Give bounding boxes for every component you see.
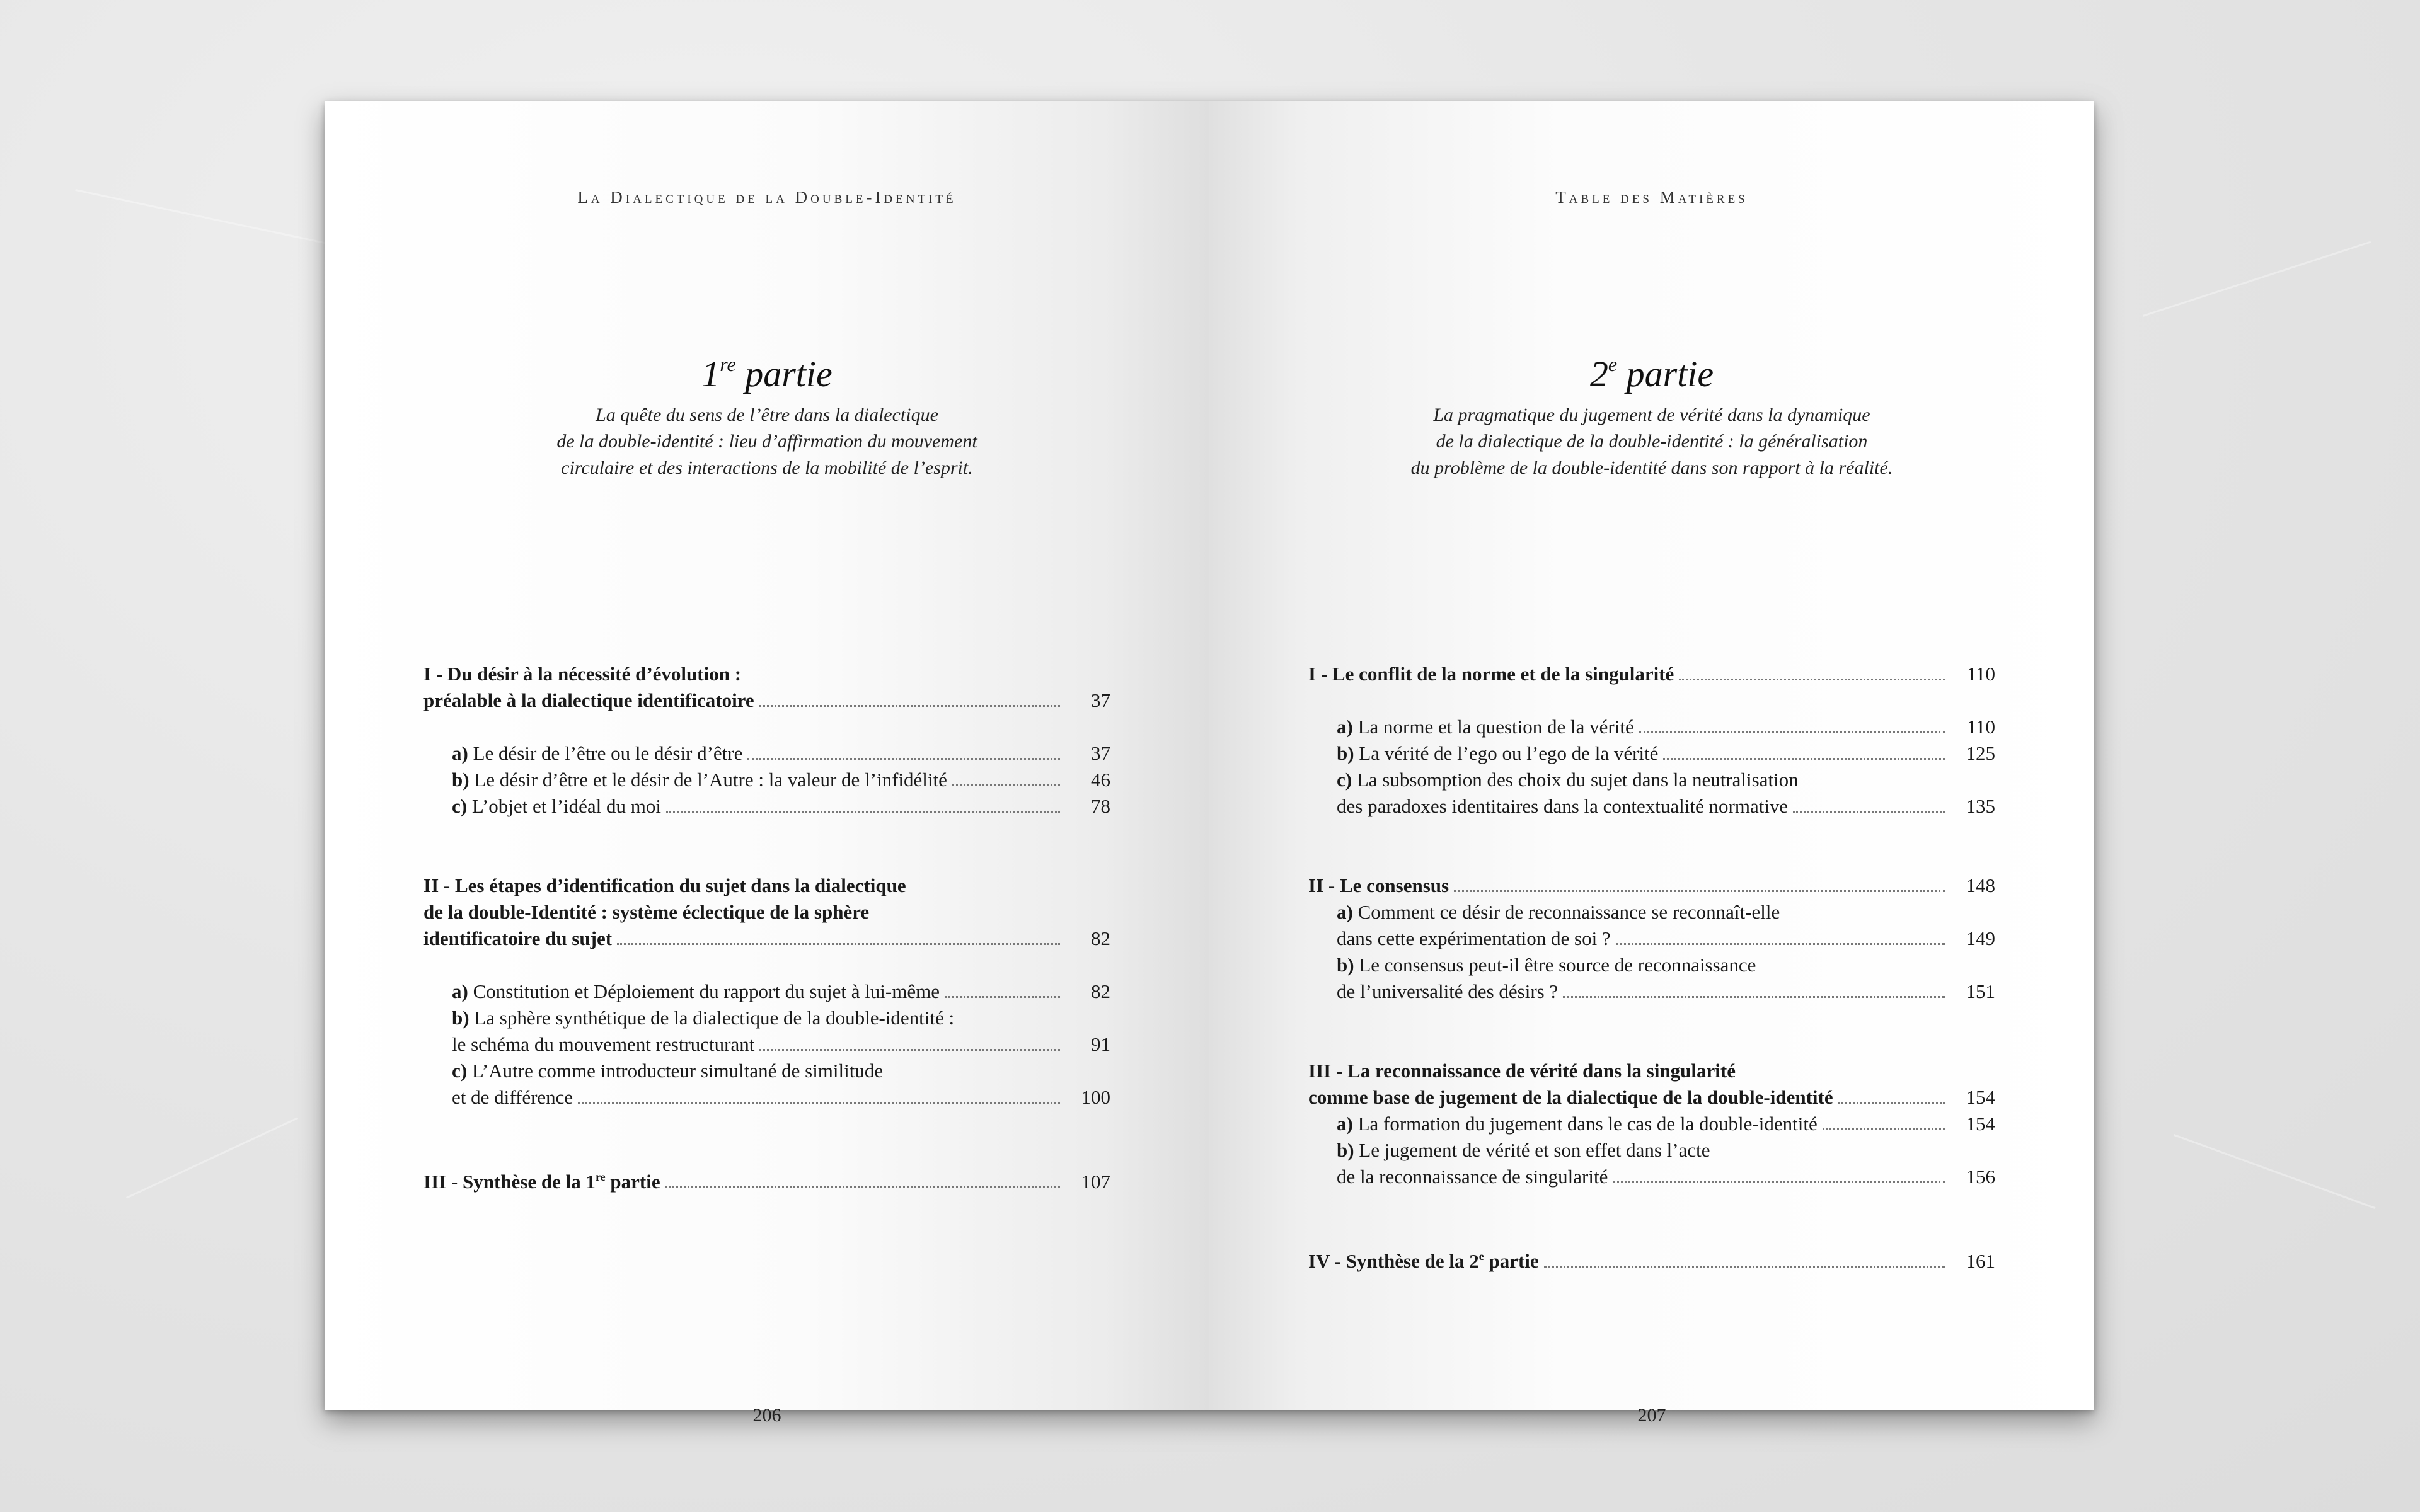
page-number: 148 bbox=[1966, 874, 1995, 896]
toc-entry-text: L’Autre comme introducteur simultané de similitude bbox=[471, 1060, 884, 1082]
dot-leader bbox=[1613, 1181, 1945, 1183]
toc-entry bbox=[424, 1084, 1110, 1111]
toc-entry-text: Constitution et Déploiement du rapport du sujet à lui-même bbox=[473, 980, 940, 1002]
page-number: 82 bbox=[1091, 980, 1110, 1002]
toc-entry-text: La formation du jugement dans le cas de la double-identité bbox=[1357, 1113, 1818, 1135]
dot-leader bbox=[617, 943, 1060, 945]
toc-section-title: II - Les étapes d’identification du sujet dans la dialectique bbox=[424, 874, 906, 896]
toc-entry-text: Comment ce désir de reconnaissance se reconnaît-elle bbox=[1357, 901, 1780, 923]
part-title bbox=[325, 353, 1209, 395]
dot-leader bbox=[666, 1186, 1060, 1188]
toc-entry bbox=[1308, 1243, 1995, 1272]
part-ordinal-suffix: re bbox=[720, 353, 736, 375]
item-label: a) bbox=[1337, 901, 1353, 923]
dot-leader bbox=[1823, 1128, 1945, 1130]
item-label: a) bbox=[1337, 1113, 1353, 1135]
page-number: 154 bbox=[1966, 1113, 1995, 1135]
page-folio: 206 bbox=[752, 1405, 781, 1426]
toc-entry bbox=[1308, 714, 1995, 740]
part-word: partie bbox=[1626, 353, 1714, 394]
dot-leader bbox=[1679, 679, 1945, 680]
page-number: 37 bbox=[1091, 742, 1110, 764]
toc-section-title: de la double-Identité : système éclectique de la sphère bbox=[424, 901, 870, 923]
toc-entry bbox=[1308, 925, 1995, 952]
dot-leader bbox=[1663, 758, 1945, 760]
page-number: 151 bbox=[1966, 980, 1995, 1002]
part-ordinal-suffix: e bbox=[1608, 353, 1618, 375]
toc-entry-text: partie bbox=[605, 1171, 660, 1193]
dot-leader bbox=[578, 1102, 1060, 1104]
page-number: 156 bbox=[1966, 1166, 1995, 1188]
page-number: 46 bbox=[1091, 769, 1110, 791]
toc-entry-text: identificatoire du sujet bbox=[424, 927, 613, 949]
page-number: 161 bbox=[1966, 1250, 1995, 1272]
toc-entry-text: préalable à la dialectique identificatoire bbox=[424, 689, 754, 711]
toc-entry-line bbox=[424, 1058, 1110, 1084]
dot-leader bbox=[747, 758, 1060, 760]
page-number: 91 bbox=[1091, 1033, 1110, 1055]
toc-entry-line bbox=[1308, 899, 1995, 925]
toc-entry bbox=[1308, 661, 1995, 687]
running-head: Table des Matières bbox=[1555, 188, 1748, 207]
toc-entry bbox=[424, 978, 1110, 1005]
open-book bbox=[325, 101, 2094, 1426]
item-label: c) bbox=[452, 1060, 468, 1082]
subtitle-line: de la double-identité : lieu d’affirmation du mouvement bbox=[556, 431, 977, 452]
dot-leader bbox=[666, 811, 1060, 813]
toc-entry-text: de la reconnaissance de singularité bbox=[1337, 1166, 1608, 1188]
item-label: b) bbox=[452, 1007, 470, 1029]
dot-leader bbox=[952, 784, 1060, 786]
toc-entry bbox=[1308, 978, 1995, 1005]
ordinal-suffix: re bbox=[596, 1171, 606, 1183]
subtitle-line: La pragmatique du jugement de vérité dans la dynamique bbox=[1433, 404, 1870, 425]
dot-leader bbox=[1793, 811, 1945, 813]
dot-leader bbox=[759, 1049, 1060, 1051]
part-subtitle bbox=[1209, 402, 2094, 481]
toc-entry-text: Le désir d’être et le désir de l’Autre : la valeur de l’infidélité bbox=[474, 769, 947, 791]
toc-entry-text: La vérité de l’ego ou l’ego de la vérité bbox=[1359, 742, 1659, 764]
toc-entry-text: II - Le consensus bbox=[1308, 874, 1449, 896]
ordinal-suffix: e bbox=[1478, 1250, 1484, 1263]
toc-entry-text: et de différence bbox=[452, 1086, 573, 1108]
page-number: 149 bbox=[1966, 927, 1995, 949]
item-label: a) bbox=[452, 742, 468, 764]
toc-entry bbox=[424, 687, 1110, 714]
page-number: 110 bbox=[1966, 663, 1995, 685]
page-number: 154 bbox=[1966, 1086, 1995, 1108]
page-number: 37 bbox=[1091, 689, 1110, 711]
toc-entry-text: III - Synthèse de la 1 bbox=[424, 1171, 596, 1193]
subtitle-line: La quête du sens de l’être dans la dialectique bbox=[596, 404, 938, 425]
toc-entry bbox=[1308, 873, 1995, 899]
toc-entry bbox=[424, 925, 1110, 952]
toc-entry-text: partie bbox=[1484, 1250, 1539, 1272]
toc-entry bbox=[1308, 1111, 1995, 1137]
part-number: 1 bbox=[701, 353, 720, 394]
toc-entry-line bbox=[424, 1005, 1110, 1031]
table-of-contents bbox=[424, 661, 1110, 1193]
item-label: c) bbox=[1337, 769, 1352, 791]
toc-entry bbox=[424, 1164, 1110, 1193]
dot-leader bbox=[1639, 731, 1945, 733]
toc-entry-text: Le jugement de vérité et son effet dans l’acte bbox=[1359, 1139, 1710, 1161]
page-number: 107 bbox=[1081, 1171, 1110, 1193]
item-label: c) bbox=[452, 795, 468, 817]
toc-entry-text: comme base de jugement de la dialectique de la double-identité bbox=[1308, 1086, 1833, 1108]
page-number: 110 bbox=[1966, 716, 1995, 738]
dot-leader bbox=[1454, 890, 1945, 892]
toc-entry-text: Le désir de l’être ou le désir d’être bbox=[473, 742, 743, 764]
toc-entry bbox=[1308, 793, 1995, 820]
toc-entry-text: La norme et la question de la vérité bbox=[1357, 716, 1634, 738]
item-label: b) bbox=[1337, 742, 1354, 764]
part-title bbox=[1209, 353, 2094, 395]
item-label: a) bbox=[452, 980, 468, 1002]
page-number: 82 bbox=[1091, 927, 1110, 949]
toc-entry bbox=[1308, 1084, 1995, 1111]
toc-entry-text: La subsomption des choix du sujet dans la neutralisation bbox=[1356, 769, 1799, 791]
toc-entry-text: La sphère synthétique de la dialectique de la double-identité : bbox=[474, 1007, 955, 1029]
table-of-contents bbox=[1308, 661, 1995, 1272]
toc-entry bbox=[424, 740, 1110, 767]
toc-entry-text: des paradoxes identitaires dans la contextualité normative bbox=[1337, 795, 1789, 817]
toc-entry-line bbox=[1308, 1137, 1995, 1164]
subtitle-line: du problème de la double-identité dans son rapport à la réalité. bbox=[1410, 457, 1893, 478]
toc-entry bbox=[424, 793, 1110, 820]
part-number: 2 bbox=[1589, 353, 1608, 394]
left-page bbox=[325, 101, 1209, 1426]
toc-entry bbox=[1308, 1164, 1995, 1190]
toc-entry-text: I - Le conflit de la norme et de la singularité bbox=[1308, 663, 1674, 685]
page-number: 100 bbox=[1081, 1086, 1110, 1108]
item-label: b) bbox=[1337, 1139, 1354, 1161]
item-label: a) bbox=[1337, 716, 1353, 738]
toc-entry-line bbox=[1308, 952, 1995, 978]
toc-entry-text: L’objet et l’idéal du moi bbox=[471, 795, 662, 817]
toc-entry bbox=[424, 767, 1110, 793]
part-subtitle bbox=[325, 402, 1209, 481]
right-page bbox=[1209, 101, 2094, 1426]
dot-leader bbox=[1838, 1102, 1945, 1104]
toc-entry-text: IV - Synthèse de la 2 bbox=[1308, 1250, 1479, 1272]
item-label: b) bbox=[1337, 954, 1354, 976]
dot-leader bbox=[945, 996, 1060, 998]
subtitle-line: de la dialectique de la double-identité : la généralisation bbox=[1436, 431, 1868, 452]
page-folio: 207 bbox=[1637, 1405, 1666, 1426]
page-number: 78 bbox=[1091, 795, 1110, 817]
toc-entry bbox=[1308, 740, 1995, 767]
toc-section-title: III - La reconnaissance de vérité dans la singularité bbox=[1308, 1060, 1736, 1082]
dot-leader bbox=[1563, 996, 1945, 998]
toc-section-title: I - Du désir à la nécessité d’évolution : bbox=[424, 663, 742, 685]
toc-entry-text: dans cette expérimentation de soi ? bbox=[1337, 927, 1611, 949]
toc-entry-text: Le consensus peut-il être source de reconnaissance bbox=[1359, 954, 1756, 976]
page-number: 125 bbox=[1966, 742, 1995, 764]
running-head: La Dialectique de la Double-Identité bbox=[577, 188, 957, 207]
dot-leader bbox=[759, 705, 1060, 707]
item-label: b) bbox=[452, 769, 470, 791]
page-number: 135 bbox=[1966, 795, 1995, 817]
dot-leader bbox=[1616, 943, 1945, 945]
subtitle-line: circulaire et des interactions de la mobilité de l’esprit. bbox=[561, 457, 973, 478]
toc-entry bbox=[424, 1031, 1110, 1058]
toc-entry-line bbox=[1308, 767, 1995, 793]
toc-entry-text: de l’universalité des désirs ? bbox=[1337, 980, 1559, 1002]
toc-entry-text: le schéma du mouvement restructurant bbox=[452, 1033, 755, 1055]
part-word: partie bbox=[745, 353, 833, 394]
dot-leader bbox=[1544, 1266, 1945, 1268]
